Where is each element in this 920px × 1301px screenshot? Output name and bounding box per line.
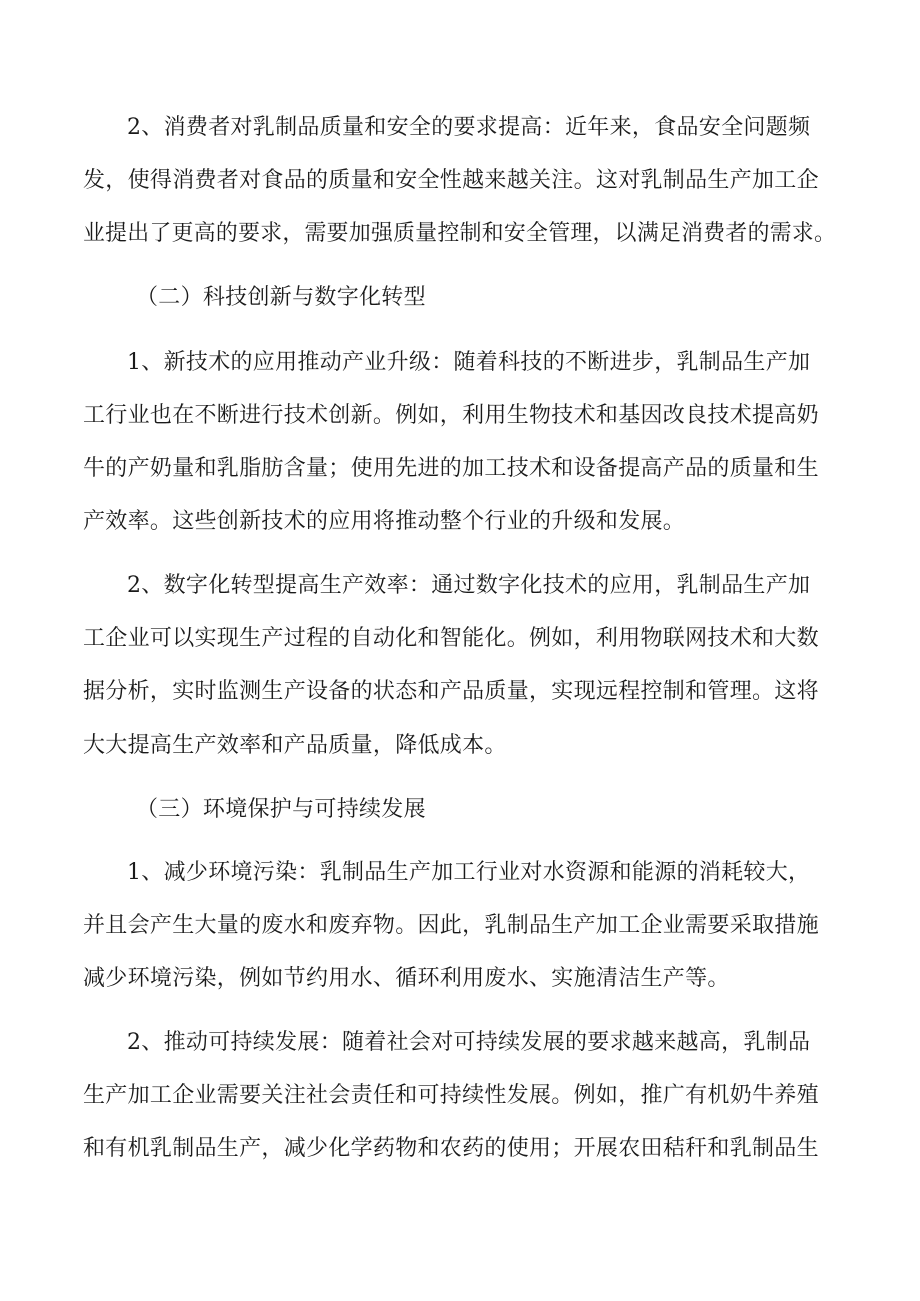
paragraph-5-line-2: 生产加工企业需要关注社会责任和可持续性发展。例如，推广有机奶牛养殖 [83, 1083, 819, 1108]
paragraph-3-line-1: 2、数字化转型提高生产效率：通过数字化技术的应用，乳制品生产加 [127, 573, 811, 598]
paragraph-5-line-3: 和有机乳制品生产，减少化学药物和农药的使用；开展农田秸秆和乳制品生 [83, 1136, 819, 1161]
paragraph-4-line-2: 并且会产生大量的废水和废弃物。因此，乳制品生产加工企业需要采取措施 [83, 913, 819, 938]
section-heading-3: （三）环境保护与可持续发展 [136, 797, 426, 822]
paragraph-3-line-4: 大大提高生产效率和产品质量，降低成本。 [83, 733, 507, 758]
paragraph-3-line-2: 工企业可以实现生产过程的自动化和智能化。例如，利用物联网技术和大数 [83, 626, 819, 651]
paragraph-1-line-2: 发，使得消费者对食品的质量和安全性越来越关注。这对乳制品生产加工企 [83, 168, 819, 193]
paragraph-3-line-3: 据分析，实时监测生产设备的状态和产品质量，实现远程控制和管理。这将 [83, 679, 819, 704]
paragraph-2-line-2: 工行业也在不断进行技术创新。例如，利用生物技术和基因改良技术提高奶 [83, 403, 819, 428]
paragraph-2-line-3: 牛的产奶量和乳脂肪含量；使用先进的加工技术和设备提高产品的质量和生 [83, 456, 819, 481]
paragraph-4-line-1: 1、减少环境污染：乳制品生产加工行业对水资源和能源的消耗较大， [127, 860, 811, 885]
section-heading-2: （二）科技创新与数字化转型 [136, 285, 426, 310]
paragraph-5-line-1: 2、推动可持续发展：随着社会对可持续发展的要求越来越高，乳制品 [127, 1030, 811, 1055]
paragraph-1-line-1: 2、消费者对乳制品质量和安全的要求提高：近年来，食品安全问题频 [127, 115, 811, 140]
paragraph-4-line-3: 减少环境污染，例如节约用水、循环利用废水、实施清洁生产等。 [83, 966, 730, 991]
paragraph-2-line-4: 产效率。这些创新技术的应用将推动整个行业的升级和发展。 [83, 509, 686, 534]
paragraph-2-line-1: 1、新技术的应用推动产业升级：随着科技的不断进步，乳制品生产加 [127, 350, 811, 375]
paragraph-1-line-3: 业提出了更高的要求，需要加强质量控制和安全管理，以满足消费者的需求。 [83, 221, 837, 246]
